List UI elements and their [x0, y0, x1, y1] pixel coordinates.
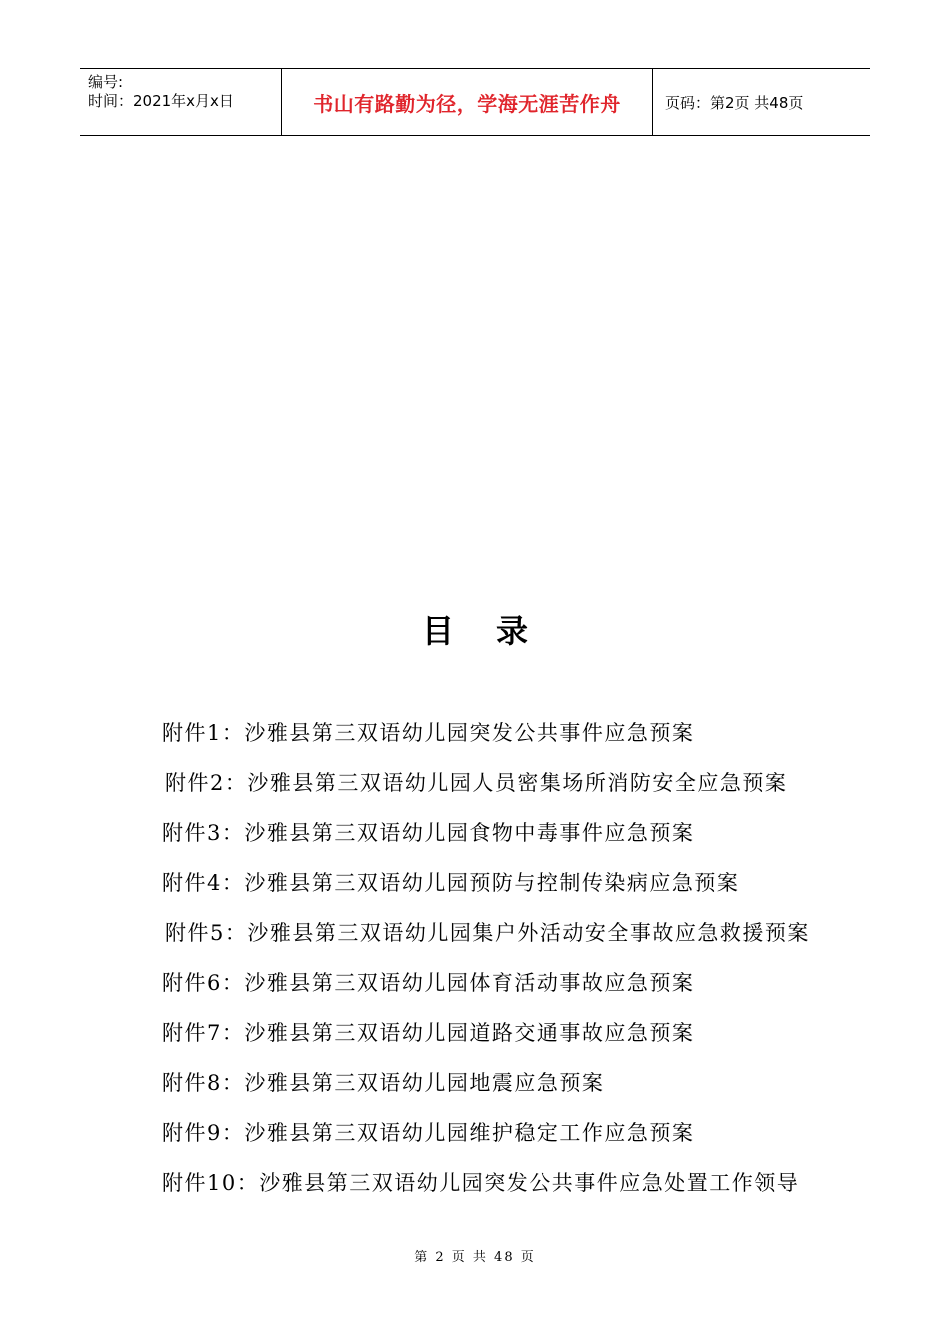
document-number-label: 编号: [88, 73, 124, 91]
toc-item[interactable]: 附件8：沙雅县第三双语幼儿园地震应急预案 [162, 1071, 605, 1095]
toc-item[interactable]: 附件2：沙雅县第三双语幼儿园人员密集场所消防安全应急预案 [165, 771, 788, 795]
toc-item[interactable]: 附件1：沙雅县第三双语幼儿园突发公共事件应急预案 [162, 721, 695, 745]
toc-item[interactable]: 附件3：沙雅县第三双语幼儿园食物中毒事件应急预案 [162, 821, 695, 845]
toc-item[interactable]: 附件10：沙雅县第三双语幼儿园突发公共事件应急处置工作领导 [162, 1171, 800, 1195]
toc-title-char-2: 录 [496, 612, 529, 650]
toc-list [162, 712, 862, 1212]
toc-item[interactable]: 附件7：沙雅县第三双语幼儿园道路交通事故应急预案 [162, 1021, 695, 1045]
toc-title [0, 606, 950, 652]
header-meta [80, 69, 282, 135]
toc-title-char-1: 目 [421, 612, 454, 650]
toc-item[interactable]: 附件9：沙雅县第三双语幼儿园维护稳定工作应急预案 [162, 1121, 695, 1145]
header-motto: 书山有路勤为径，学海无涯苦作舟 [282, 69, 653, 135]
page-footer: 第 2 页 共 48 页 [414, 1250, 536, 1265]
toc-item[interactable]: 附件6：沙雅县第三双语幼儿园体育活动事故应急预案 [162, 971, 695, 995]
document-time: 时间：2021年x月x日 [88, 92, 234, 110]
page-header [80, 68, 870, 136]
header-page-info: 页码：第2页 共48页 [665, 93, 804, 112]
toc-item[interactable]: 附件5：沙雅县第三双语幼儿园集户外活动安全事故应急救援预案 [165, 921, 810, 945]
toc-item[interactable]: 附件4：沙雅县第三双语幼儿园预防与控制传染病应急预案 [162, 871, 740, 895]
